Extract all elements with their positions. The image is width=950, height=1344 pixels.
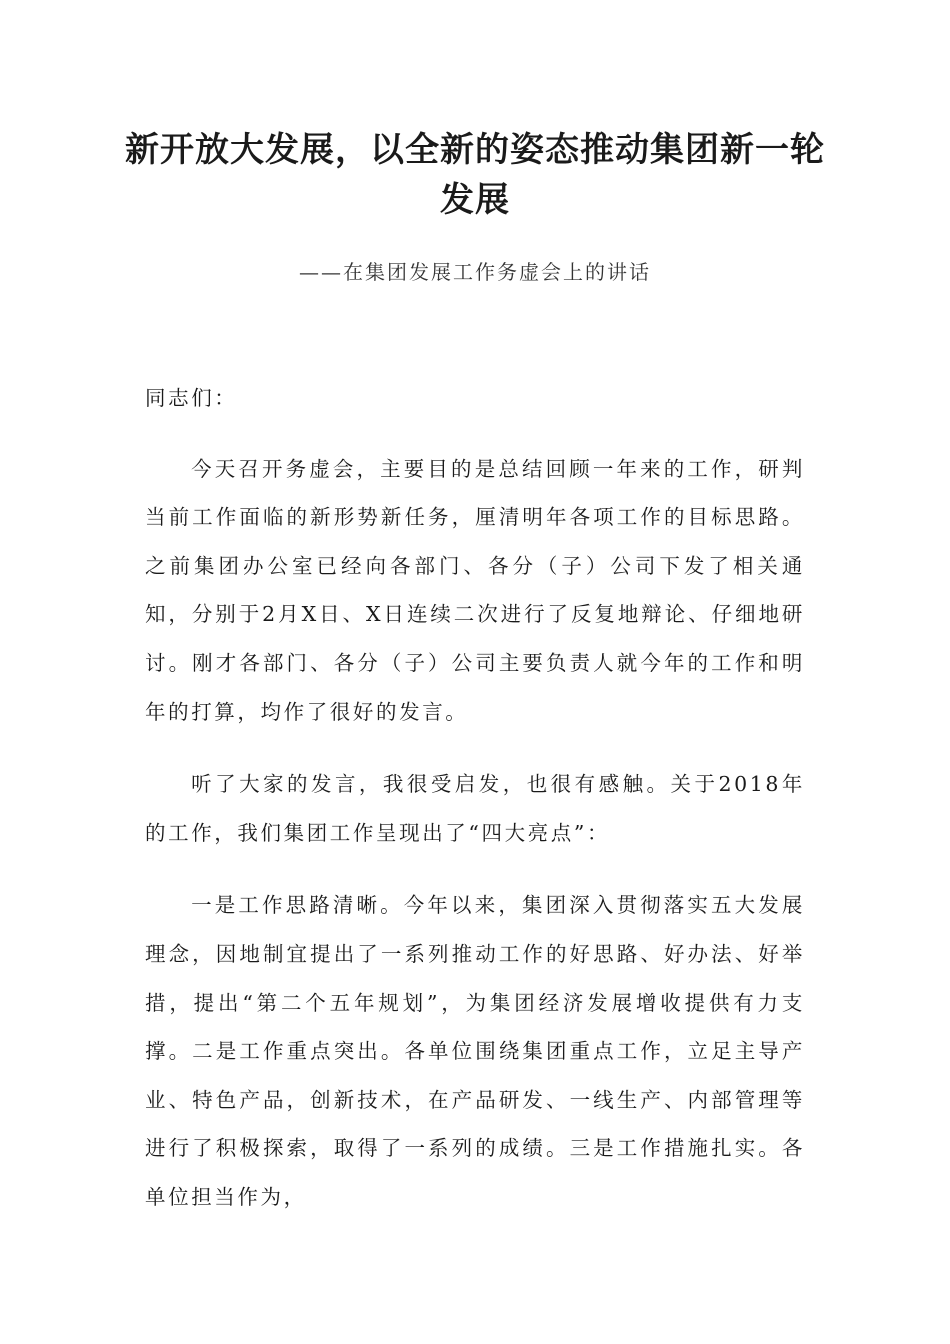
- document-body: [145, 374, 805, 1246]
- document-subtitle: ——在集团发展工作务虚会上的讲话: [299, 260, 651, 284]
- paragraph: 一是工作思路清晰。今年以来，集团深入贯彻落实五大发展理念，因地制宜提出了一系列推动工作的好思路、好办法、好举措，提出“第二个五年规划”，为集团经济发展增收提供有力支撑。二是工作重点突出。各单位围绕集团重点工作，立足主导产业、特色产品，创新技术，在产品研发、一线生产、内部管理等进行了积极探索，取得了一系列的成绩。三是工作措施扎实。各单位担当作为，: [145, 893, 805, 1209]
- greeting: 同志们：: [145, 386, 238, 410]
- document-title: 新开放大发展，以全新的姿态推动集团新一轮发展: [125, 130, 825, 220]
- paragraph: 听了大家的发言，我很受启发，也很有感触。关于2018年的工作，我们集团工作呈现出了“四大亮点”：: [145, 772, 805, 845]
- paragraph: 今天召开务虚会，主要目的是总结回顾一年来的工作，研判当前工作面临的新形势新任务，厘清明年各项工作的目标思路。之前集团办公室已经向各部门、各分（子）公司下发了相关通知，分别于2月X日、X日连续二次进行了反复地辩论、仔细地研讨。刚才各部门、各分（子）公司主要负责人就今年的工作和明年的打算，均作了很好的发言。: [145, 456, 805, 724]
